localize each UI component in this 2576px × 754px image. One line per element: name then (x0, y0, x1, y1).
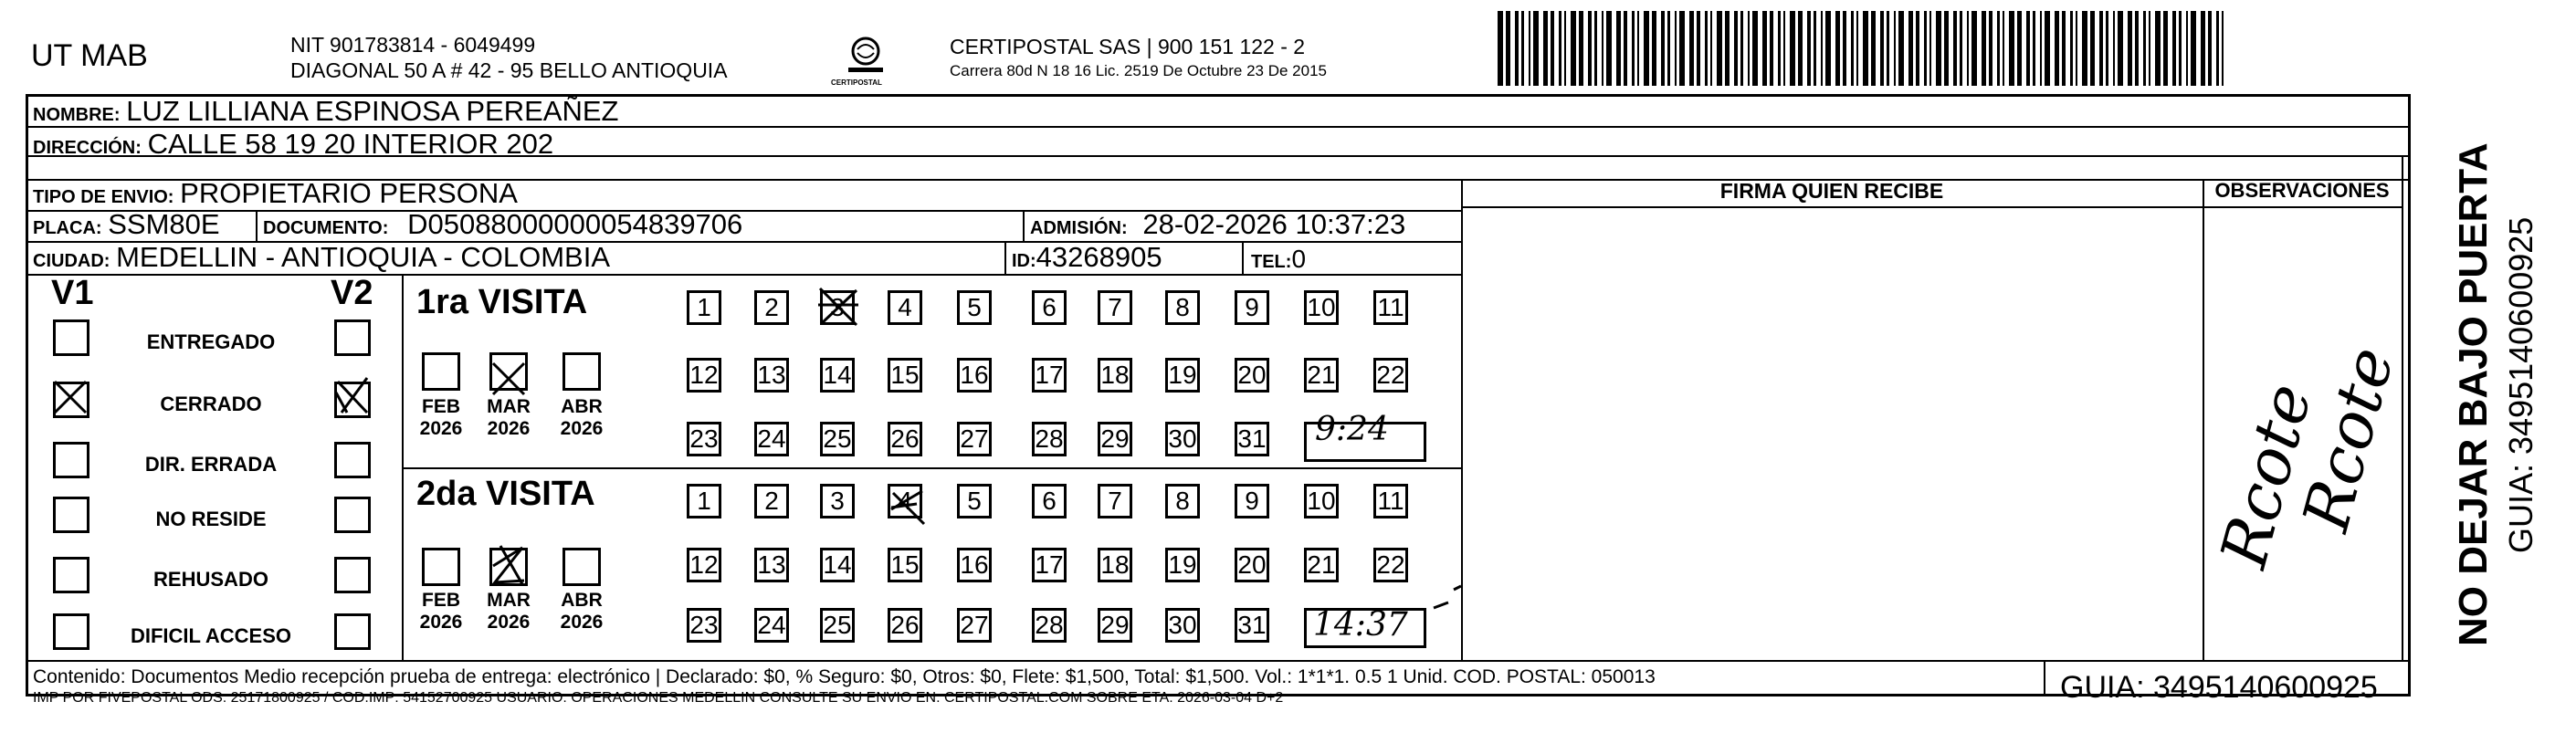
day-box[interactable]: 20 (1235, 548, 1269, 582)
year-label: 2026 (487, 612, 531, 633)
observation-signature-1: Rcote (2205, 376, 2327, 575)
side-warning: NO DEJAR BAJO PUERTA (2451, 142, 2496, 646)
status-label: CERRADO (160, 393, 262, 415)
day-box[interactable]: 24 (754, 422, 789, 456)
day-box[interactable]: 1 (687, 290, 721, 325)
day-box[interactable]: 23 (687, 422, 721, 456)
day-box[interactable]: 25 (820, 608, 855, 643)
nombre-row: NOMBRE: LUZ LILLIANA ESPINOSA PEREAÑEZ (33, 95, 619, 127)
tel-field: TEL:0 (1251, 245, 1307, 273)
day-box[interactable]: 5 (957, 484, 992, 518)
sender-address: DIAGONAL 50 A # 42 - 95 BELLO ANTIOQUIA (290, 58, 728, 82)
day-box[interactable]: 29 (1098, 422, 1132, 456)
day-box[interactable]: 6 (1032, 484, 1067, 518)
year-label: 2026 (487, 418, 531, 439)
month-label: MAR (487, 590, 531, 611)
v1-label: V1 (51, 274, 94, 312)
month-label: FEB (422, 590, 460, 611)
status-label: DIFICIL ACCESO (130, 624, 291, 647)
day-box[interactable]: 30 (1165, 422, 1200, 456)
day-box[interactable]: 26 (888, 422, 922, 456)
day-box[interactable]: 17 (1032, 358, 1067, 393)
day-box[interactable]: 3 (820, 290, 855, 325)
day-box[interactable]: 2 (754, 484, 789, 518)
carrier-name: CERTIPOSTAL SAS | 900 151 122 - 2 (950, 35, 1306, 58)
day-box[interactable]: 21 (1304, 548, 1339, 582)
observaciones-header: OBSERVACIONES (2214, 179, 2390, 202)
day-box[interactable]: 28 (1032, 422, 1067, 456)
day-box[interactable]: 11 (1373, 484, 1408, 518)
year-label: 2026 (560, 612, 604, 633)
v2-label: V2 (331, 274, 373, 312)
status-label: NO RESIDE (155, 508, 267, 530)
day-box[interactable]: 27 (957, 608, 992, 643)
day-box[interactable]: 31 (1235, 608, 1269, 643)
footer-print-info: IMP POR FIVEPOSTAL ODS: 25171800925 / COD.IMP: 54152700925 USUARIO: OPERACIONES MEDELLIN CONSULTE SU ENVIO EN: CERTIPOSTAL.COM SOBRE ETA: 2026-03-04 D+2 (33, 690, 1284, 706)
day-box[interactable]: 3 (820, 484, 855, 518)
day-box[interactable]: 21 (1304, 358, 1339, 393)
day-box[interactable]: 23 (687, 608, 721, 643)
time-second-visit: 14:37 (1313, 606, 1408, 644)
second-visit-label: 2da VISITA (416, 475, 595, 513)
footer-contents: Contenido: Documentos Medio recepción prueba de entrega: electrónico | Declarado: $0, % Seguro: $0, Otros: $0, Flete: $1,500, Total: $1,500. Vol.: 1*1*1. 0.5 1 Unid. COD. POSTAL: 050013 (33, 666, 1656, 687)
month-label: ABR (561, 590, 603, 611)
day-box[interactable]: 22 (1373, 358, 1408, 393)
footer-guia: GUIA: 3495140600925 (2060, 670, 2378, 705)
day-box[interactable]: 8 (1165, 290, 1200, 325)
day-box[interactable]: 14 (820, 358, 855, 393)
day-box[interactable]: 10 (1304, 290, 1339, 325)
status-label: ENTREGADO (146, 330, 276, 353)
id-field: ID:43268905 (1012, 241, 1162, 273)
day-box[interactable]: 16 (957, 358, 992, 393)
day-box[interactable]: 31 (1235, 422, 1269, 456)
time-first-visit: 9:24 (1315, 411, 1389, 448)
day-box[interactable]: 22 (1373, 548, 1408, 582)
day-box[interactable]: 18 (1098, 358, 1132, 393)
tipo-row: TIPO DE ENVIO: PROPIETARIO PERSONA (33, 177, 518, 209)
day-box[interactable]: 12 (687, 358, 721, 393)
day-box[interactable]: 30 (1165, 608, 1200, 643)
day-box[interactable]: 24 (754, 608, 789, 643)
ciudad-field: CIUDAD: MEDELLIN - ANTIOQUIA - COLOMBIA (33, 241, 610, 273)
logo-text: CERTIPOSTAL (831, 79, 882, 87)
day-box[interactable]: 14 (820, 548, 855, 582)
day-box[interactable]: 17 (1032, 548, 1067, 582)
day-box[interactable]: 26 (888, 608, 922, 643)
year-label: 2026 (560, 418, 604, 439)
day-box[interactable]: 20 (1235, 358, 1269, 393)
first-visit-label: 1ra VISITA (416, 283, 588, 321)
day-box[interactable]: 13 (754, 358, 789, 393)
day-box[interactable]: 16 (957, 548, 992, 582)
month-label: ABR (561, 396, 603, 417)
day-box[interactable]: 7 (1098, 290, 1132, 325)
day-box[interactable]: 5 (957, 290, 992, 325)
day-box[interactable]: 6 (1032, 290, 1067, 325)
carrier-address: Carrera 80d N 18 16 Lic. 2519 De Octubre 23 De 2015 (950, 62, 1327, 79)
day-box[interactable]: 13 (754, 548, 789, 582)
day-box[interactable]: 1 (687, 484, 721, 518)
observation-signature-2: Rcote (2287, 340, 2409, 539)
day-box[interactable]: 9 (1235, 290, 1269, 325)
day-box[interactable]: 29 (1098, 608, 1132, 643)
day-box[interactable]: 19 (1165, 358, 1200, 393)
placa-field: PLACA: SSM80E (33, 208, 220, 240)
status-label: REHUSADO (153, 568, 268, 591)
day-box[interactable]: 7 (1098, 484, 1132, 518)
day-box[interactable]: 9 (1235, 484, 1269, 518)
day-box[interactable]: 25 (820, 422, 855, 456)
day-box[interactable]: 15 (888, 358, 922, 393)
day-box[interactable]: 19 (1165, 548, 1200, 582)
year-label: 2026 (419, 418, 463, 439)
documento-field: DOCUMENTO: D05088000000054839706 (263, 208, 743, 240)
day-box[interactable]: 4 (888, 484, 922, 518)
day-box[interactable]: 8 (1165, 484, 1200, 518)
day-box[interactable]: 27 (957, 422, 992, 456)
side-guia: GUIA: 3495140600925 (2502, 216, 2539, 553)
month-label: FEB (422, 396, 460, 417)
sender-name: UT MAB (31, 38, 148, 73)
day-box[interactable]: 2 (754, 290, 789, 325)
month-label: MAR (487, 396, 531, 417)
day-box[interactable]: 10 (1304, 484, 1339, 518)
day-box[interactable]: 15 (888, 548, 922, 582)
day-box[interactable]: 11 (1373, 290, 1408, 325)
firma-header: FIRMA QUIEN RECIBE (1719, 179, 1944, 203)
admision-field: ADMISIÓN: 28-02-2026 10:37:23 (1030, 208, 1406, 240)
direccion-row: DIRECCIÓN: CALLE 58 19 20 INTERIOR 202 (33, 128, 554, 160)
day-box[interactable]: 12 (687, 548, 721, 582)
day-box[interactable]: 4 (888, 290, 922, 325)
status-label: DIR. ERRADA (144, 453, 278, 476)
day-box[interactable]: 28 (1032, 608, 1067, 643)
sender-nit: NIT 901783814 - 6049499 (290, 33, 536, 57)
day-box[interactable]: 18 (1098, 548, 1132, 582)
year-label: 2026 (419, 612, 463, 633)
